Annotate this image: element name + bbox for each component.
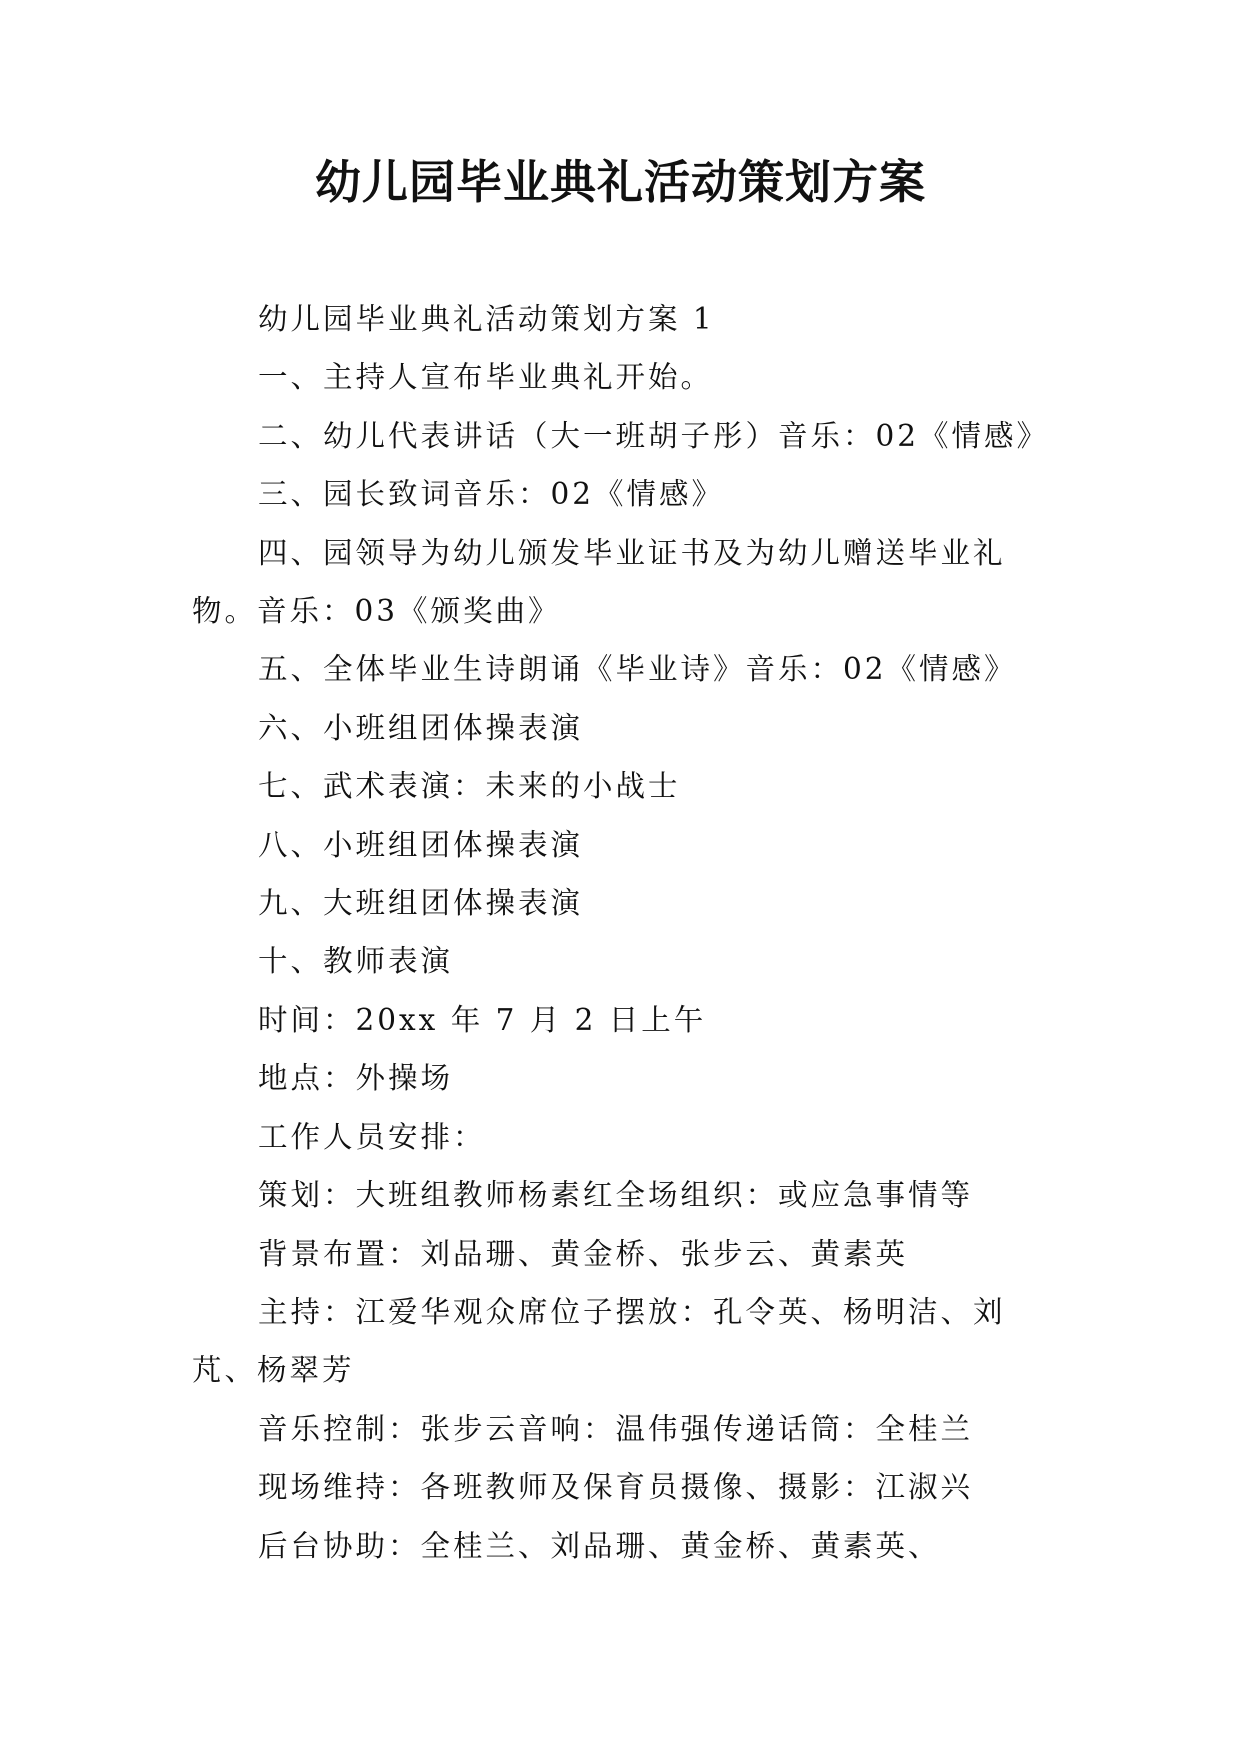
staff-heading: 工作人员安排： <box>258 1119 486 1154</box>
program-item-7: 七、武术表演：未来的小战士 <box>258 769 681 804</box>
program-item-6: 六、小班组团体操表演 <box>258 710 584 745</box>
section-heading: 幼儿园毕业典礼活动策划方案 1 <box>258 302 715 336</box>
document-body <box>192 290 1062 1575</box>
program-item-1: 一、主持人宣布毕业典礼开始。 <box>258 360 714 395</box>
staff-host-seating: 主持：江爱华观众席位子摆放：孔令英、杨明洁、刘芃、杨翠芳 <box>192 1294 1006 1388</box>
program-item-10: 十、教师表演 <box>258 944 454 979</box>
staff-background: 背景布置：刘品珊、黄金桥、张步云、黄素英 <box>258 1236 909 1271</box>
program-item-9: 九、大班组团体操表演 <box>258 886 584 921</box>
event-time: 时间：20xx 年 7 月 2 日上午 <box>258 1002 707 1037</box>
program-item-3: 三、园长致词音乐：02《情感》 <box>258 477 725 512</box>
program-item-8: 八、小班组团体操表演 <box>258 827 584 862</box>
staff-music-audio: 音乐控制：张步云音响：温伟强传递话筒：全桂兰 <box>258 1411 974 1446</box>
program-item-4: 四、园领导为幼儿颁发毕业证书及为幼儿赠送毕业礼物。音乐：03《颁奖曲》 <box>192 535 1006 629</box>
program-item-2: 二、幼儿代表讲话（大一班胡子彤）音乐：02《情感》 <box>258 418 1050 453</box>
event-location: 地点：外操场 <box>258 1061 454 1096</box>
staff-planning: 策划：大班组教师杨素红全场组织：或应急事情等 <box>258 1178 974 1213</box>
document-title: 幼儿园毕业典礼活动策划方案 <box>315 155 926 209</box>
staff-order-photo: 现场维持：各班教师及保育员摄像、摄影：江淑兴 <box>258 1470 974 1505</box>
program-item-5: 五、全体毕业生诗朗诵《毕业诗》音乐：02《情感》 <box>258 652 1017 687</box>
staff-backstage: 后台协助：全桂兰、刘品珊、黄金桥、黄素英、 <box>258 1528 941 1563</box>
